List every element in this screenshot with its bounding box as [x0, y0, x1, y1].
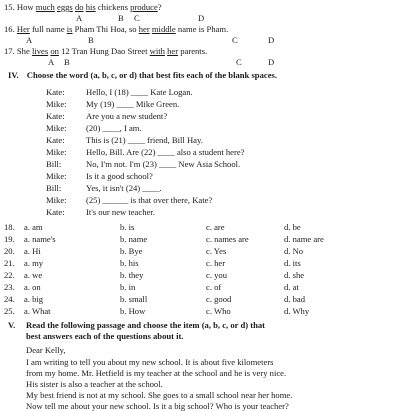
q17-letter-d: D	[268, 57, 275, 67]
q16-letter-b: B	[88, 35, 94, 45]
section-v-heading	[8, 320, 266, 330]
letter-line: My best friend is not at my school. She goes to a small school near her home.	[26, 390, 293, 400]
q17-letter-a: A	[48, 57, 55, 67]
section-v-title-line1: Read the following passage and choose the item (a, b, c, or d) that	[26, 320, 266, 330]
letter-greeting: Dear Kelly,	[26, 345, 66, 355]
q15-letter-a: A	[76, 13, 83, 23]
worksheet-page: 15. How much eggs do his chickens produce? A B C D 16. Her full name is Pham Thi Hoa, so her middle name is Pham. A B C D 17. She lives on 12 Tran Hung Dao Street with her parents. A B C D IV. Choose the word (a, b, c, or d) that best fits each of the blank spaces. Kate: Hello, I (18) ____ Kate Logan. Mike: My (19) ____ Mike Green. Kate: Are you a new student? Mike: (20) ____, I am. Kate: This is (21) ____ friend, Bill Hay. Mike: Hello, Bill. Are (22) ____ also a student here? Bill: No, I'm not. I'm (23) ____ New Asia School. Mike: Is it a good school? Bill: Yes, it isn't (24) ____. Mike: (25) ______ is that over there, Kate? Kate: It's our new teacher. 18. a. am b. is c. are d. be 19. a. name's b. name c. names are d. name are 20. a. Hi b. Bye c. Yes d. No 21. a. my b. his c. her d. its 22. a. we b. they c. you d. she 23. a. on b. in c. of d. at 24. a. big b. small c. good d. bad 25. a. What b. How c. Who d. Why V. Read the following passage and choose the item (a, b, c, or d) that best answers each of the questions about it. Dear Kelly, I am writing to tell you about my new school. It is about five kilometers from my home. Mr. Hetfield is my teacher at the school and he is very nice. His sister is also a teacher at the school. My best friend is not at my school. She goes to a small school near her home. Now tell me about your new school. Is it a big school? Who is your teacher?	[0, 0, 400, 400]
letter-line: Now tell me about your new school. Is it a big school? Who is your teacher?	[26, 401, 289, 411]
section-iv-heading	[8, 70, 277, 80]
q15-letter-b: B	[118, 13, 124, 23]
question-17: 17. She lives on 12 Tran Hung Dao Street with her parents.	[4, 46, 208, 56]
previous-line-fragment	[4, 0, 234, 1]
letter-line: I am writing to tell you about my new school. It is about five kilometers	[26, 357, 274, 367]
section-iv-title: Choose the word (a, b, c, or d) that best fits each of the blank spaces.	[26, 70, 278, 80]
q16-letter-c: C	[232, 35, 238, 45]
question-15: 15. How much eggs do his chickens produce?	[4, 2, 162, 12]
q16-letter-d: D	[268, 35, 275, 45]
q15-letter-c: C	[134, 13, 140, 23]
q15-letter-d: D	[198, 13, 205, 23]
q16-letter-a: A	[26, 35, 33, 45]
letter-line: from my home. Mr. Hetfield is my teacher at the school and he is very nice.	[26, 368, 287, 378]
question-16: 16. Her full name is Pham Thi Hoa, so her middle name is Pham.	[4, 24, 229, 34]
letter-line: His sister is also a teacher at the school.	[26, 379, 163, 389]
section-v-number: V.	[8, 320, 16, 330]
q17-letter-b: B	[64, 57, 70, 67]
section-iv-number: IV.	[8, 70, 19, 80]
q17-letter-c: C	[236, 57, 242, 67]
section-v-title-line2: best answers each of the questions about it.	[26, 331, 184, 341]
